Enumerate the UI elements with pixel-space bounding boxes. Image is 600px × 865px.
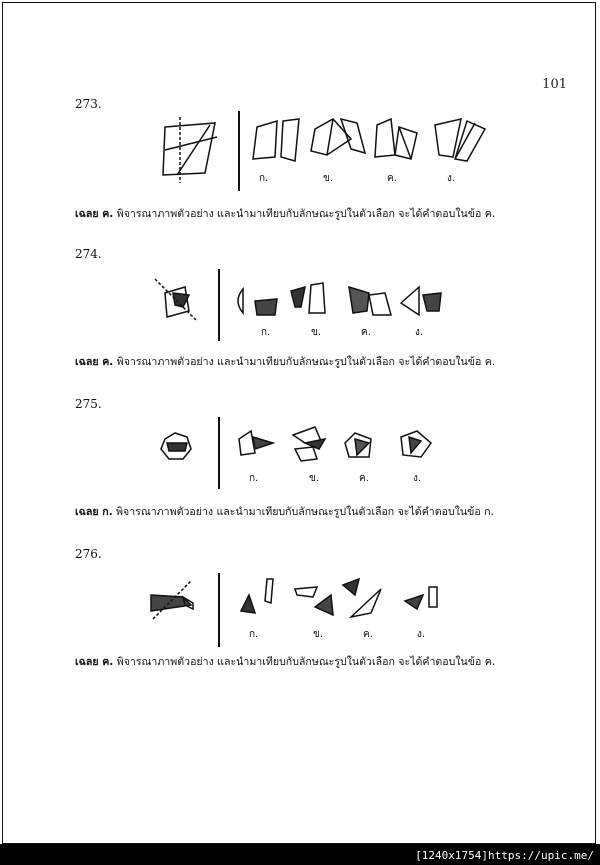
answer-lead: เฉลย ค. — [75, 356, 114, 368]
choice-shape-b — [311, 119, 365, 155]
choice-shape-d — [401, 287, 441, 315]
choice-shape-b — [291, 283, 325, 313]
choice-shape-d — [435, 119, 485, 161]
choice-label: ค. — [387, 173, 397, 184]
question-number: 276. — [75, 547, 102, 561]
choice-label: ข. — [311, 327, 322, 338]
choice-shape-a — [241, 579, 273, 613]
answer-text: พิจารณาภาพตัวอย่าง และนำมาเทียบกับลักษณะรูปในตัวเลือก จะได้คำตอบในข้อ ก. — [116, 506, 494, 518]
document-page — [2, 2, 596, 844]
example-shape — [151, 581, 193, 619]
question-number: 275. — [75, 397, 102, 411]
answer-line — [75, 205, 495, 222]
choice-label: ก. — [261, 327, 271, 338]
choice-label: ข. — [323, 173, 334, 184]
footer-bar — [0, 844, 600, 865]
choice-label: ง. — [447, 173, 456, 184]
choice-shape-a — [238, 289, 277, 315]
example-shape — [161, 433, 191, 459]
answer-line — [75, 503, 494, 520]
choice-label: ค. — [359, 473, 369, 484]
answer-text: พิจารณาภาพตัวอย่าง และนำมาเทียบกับลักษณะรูปในตัวเลือก จะได้คำตอบในข้อ ค. — [116, 656, 496, 668]
figure-276 — [145, 565, 515, 651]
choice-shape-c — [349, 287, 391, 315]
choice-shape-a — [253, 119, 299, 161]
choice-shape-a — [239, 431, 273, 455]
choice-shape-b — [295, 587, 333, 615]
answer-lead: เฉลย ก. — [75, 506, 113, 518]
question-number: 274. — [75, 247, 102, 261]
choice-label: ง. — [417, 629, 426, 640]
choice-label: ค. — [363, 629, 373, 640]
choice-label: ข. — [309, 473, 320, 484]
answer-text: พิจารณาภาพตัวอย่าง และนำมาเทียบกับลักษณะรูปในตัวเลือก จะได้คำตอบในข้อ ค. — [116, 356, 496, 368]
answer-lead: เฉลย ค. — [75, 656, 114, 668]
choice-shape-d — [405, 587, 437, 609]
choice-shape-c — [343, 579, 381, 617]
figure-273 — [155, 105, 515, 195]
problem-275 — [75, 397, 545, 527]
answer-line — [75, 653, 495, 670]
choice-shape-c — [345, 433, 371, 457]
choice-label: ง. — [413, 473, 422, 484]
choice-shape-d — [401, 431, 431, 457]
choice-label: ค. — [361, 327, 371, 338]
choice-label: ก. — [259, 173, 269, 184]
question-number: 273. — [75, 97, 102, 111]
page-number: 101 — [542, 77, 567, 92]
choice-shape-b — [293, 427, 325, 461]
problem-276 — [75, 547, 545, 677]
footer-link[interactable]: [1240x1754]https://upic.me/ — [415, 849, 594, 862]
figure-274 — [145, 265, 515, 345]
choice-label: ก. — [249, 473, 259, 484]
problem-273 — [75, 97, 545, 227]
problem-274 — [75, 247, 545, 377]
answer-text: พิจารณาภาพตัวอย่าง และนำมาเทียบกับลักษณะรูปในตัวเลือก จะได้คำตอบในข้อ ค. — [116, 208, 496, 220]
choice-label: ข. — [313, 629, 324, 640]
answer-line — [75, 353, 495, 370]
choice-label: ง. — [415, 327, 424, 338]
choice-shape-c — [375, 119, 417, 159]
choice-label: ก. — [249, 629, 259, 640]
answer-lead: เฉลย ค. — [75, 208, 114, 220]
figure-275 — [145, 413, 515, 493]
example-shape — [155, 279, 197, 321]
example-shape — [163, 117, 217, 183]
